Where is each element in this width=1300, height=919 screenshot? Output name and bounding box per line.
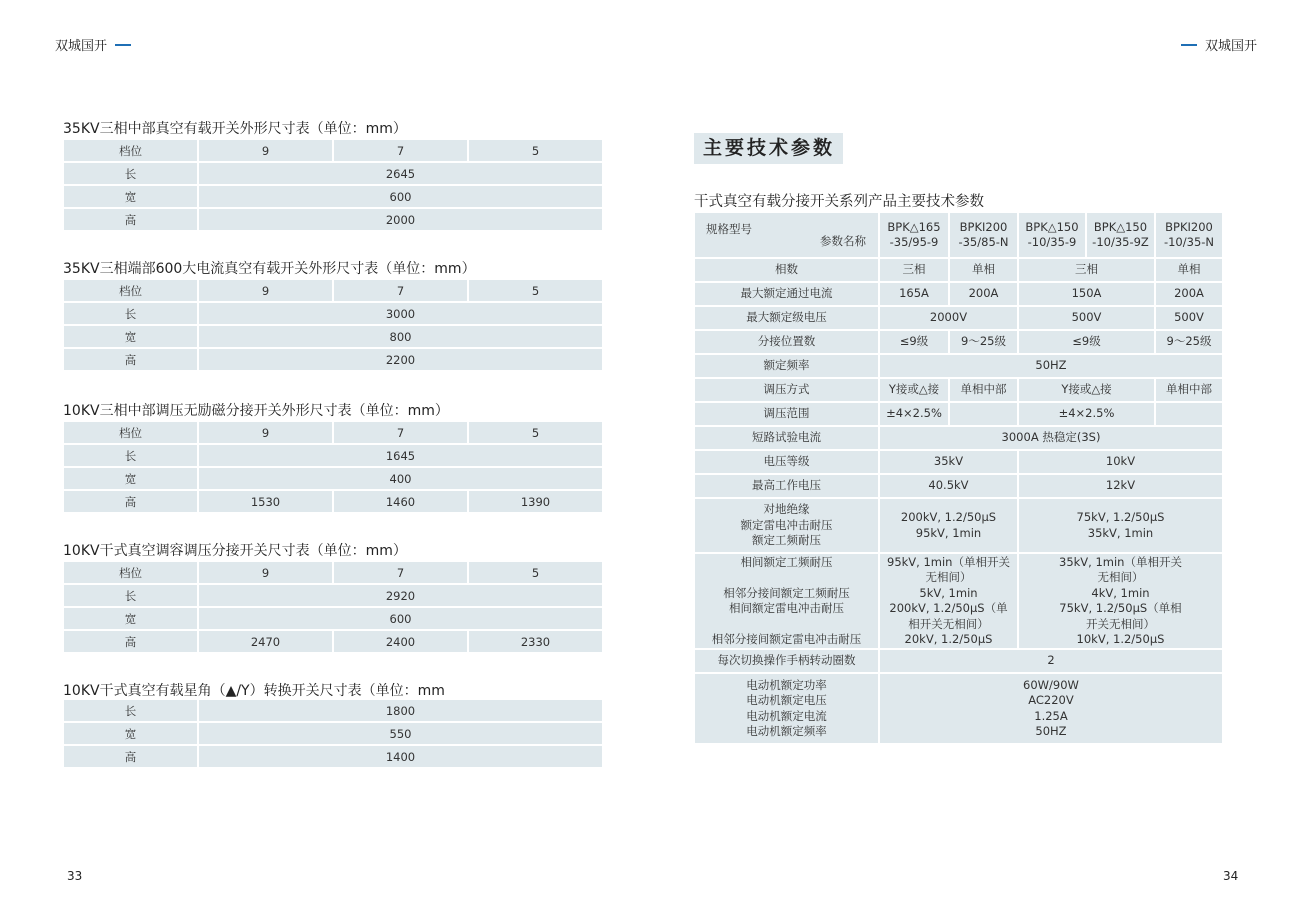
table-cell: 1645 [199,445,602,466]
cell-line: 开关无相间） [1086,616,1155,631]
cell-line: 20kV, 1.2/50μS [904,632,993,646]
parameter-name [695,259,878,281]
cell-line: 电动机额定电压 [746,693,827,707]
dimension-table [62,560,604,654]
table-row [64,631,602,652]
table-row [64,491,602,512]
cell-line: -10/35-N [1163,235,1215,249]
table-row [695,403,1222,425]
parameter-value: 40.5kV [880,475,1017,497]
parameter-value: ±4×2.5% [1019,403,1154,425]
table-row [64,468,602,489]
table-row [695,499,1222,552]
cell-line: 60W/90W [1023,677,1079,692]
cell-line: 75kV, 1.2/50μS [1076,510,1165,524]
cell-line: 最大额定级电压 [746,310,827,325]
parameter-value: 35kV [880,451,1017,473]
table-cell: 600 [199,186,602,207]
cell-line: 95kV, 1min（单相开关 [887,554,1010,569]
cell-line: 200kV, 1.2/50μS（单 [889,601,1008,615]
page-number-right: 34 [1223,869,1239,883]
table-cell: 2470 [199,631,332,652]
brand-header-left [55,35,131,54]
table-cell: 1800 [199,700,602,721]
cell-line: BPK△150 [1093,219,1148,234]
parameter-value [880,674,1222,743]
cell-line: 相开关无相间） [908,616,989,631]
table-caption: 35KV三相中部真空有载开关外形尺寸表（单位：mm） [63,121,407,137]
model-header [880,213,948,257]
parameter-value: ≤9级 [1019,331,1154,353]
cell-line: BPKI200 [959,219,1008,234]
cell-line: 额定工频耐压 [752,533,821,548]
dimension-table [62,420,604,514]
cell-line: 1.25A [1034,708,1068,723]
cell-line [696,570,877,586]
cell-line: 电动机额定频率 [746,724,827,738]
model-header [950,213,1017,257]
parameter-value: 三相 [880,259,948,281]
table-row [64,209,602,230]
cell-line: 最高工作电压 [752,478,821,493]
cell-line: 相间额定雷电冲击耐压 [729,601,844,615]
cell-line: 75kV, 1.2/50μS（单相 [1059,601,1182,615]
parameter-value: 单相 [1156,259,1222,281]
tech-table-caption: 干式真空有载分接开关系列产品主要技术参数 [694,194,984,210]
row-header: 档位 [64,280,197,301]
cell-line: AC220V [1028,693,1074,707]
cell-line: BPK△165 [887,219,941,234]
page-number-left: 33 [67,869,83,883]
parameter-value [1019,554,1222,648]
parameter-value: 50HZ [880,355,1222,377]
row-header: 长 [64,700,197,721]
row-header: 高 [64,631,197,652]
cell-line: 每次切换操作手柄转动圈数 [717,653,856,668]
cell-line: 调压范围 [763,406,810,421]
cell-line: 对地绝缘 [763,502,810,517]
parameter-name [695,650,878,672]
table-row [695,283,1222,305]
parameter-value [880,554,1017,648]
parameter-value: 150A [1019,283,1154,305]
table-row [64,700,602,721]
table-row [64,746,602,767]
parameter-name [695,674,878,743]
cell-line: 5kV, 1min [919,585,978,600]
table-cell: 3000 [199,303,602,324]
cell-line: 相邻分接间额定工频耐压 [723,585,850,600]
table-row [695,259,1222,281]
cell-line: 无相间） [1097,570,1144,584]
table-cell: 9 [199,280,332,301]
row-header: 长 [64,585,197,606]
table-row [695,650,1222,672]
table-cell: 9 [199,422,332,443]
cell-line: 调压方式 [763,382,810,397]
parameter-name [695,379,878,401]
cell-line: BPK△150 [1025,219,1079,234]
cell-line: 电动机额定功率 [746,677,827,692]
table-cell: 600 [199,608,602,629]
row-header: 宽 [64,326,197,347]
table-row [64,303,602,324]
cell-line: 电压等级 [763,454,810,469]
parameter-name [695,451,878,473]
parameter-name [695,283,878,305]
parameter-value [880,499,1017,552]
table-cell: 800 [199,326,602,347]
parameter-name [695,355,878,377]
table-row [695,331,1222,353]
parameter-value: ±4×2.5% [880,403,948,425]
table-caption: 35KV三相端部600大电流真空有载开关外形尺寸表（单位：mm） [63,261,476,277]
table-caption: 10KV干式真空有载星角（▲/Y）转换开关尺寸表（单位：mm [63,683,445,699]
corner-header [695,213,878,257]
brand-accent-bar [115,44,131,46]
parameter-value [1156,403,1222,425]
parameter-value: 200A [950,283,1017,305]
row-header: 高 [64,746,197,767]
cell-line: -35/85-N [958,235,1009,249]
cell-line: 电动机额定电流 [746,708,827,723]
table-cell: 5 [469,422,602,443]
table-cell: 7 [334,280,467,301]
cell-line: 35kV, 1min [1087,525,1154,540]
table-cell: 7 [334,422,467,443]
parameter-value: 200A [1156,283,1222,305]
dimension-table [62,138,604,232]
cell-line: 95kV, 1min [915,525,982,540]
section-title: 主要技术参数 [694,133,843,164]
parameter-value [1019,499,1222,552]
cell-line: 相数 [775,262,798,277]
table-cell: 400 [199,468,602,489]
table-header-row [695,213,1222,257]
cell-line: 10kV, 1.2/50μS [1076,632,1165,646]
table-cell: 1390 [469,491,602,512]
parameter-value: 500V [1019,307,1154,329]
parameter-value: 500V [1156,307,1222,329]
model-header [1156,213,1222,257]
parameter-value: 单相中部 [950,379,1017,401]
parameter-value: 三相 [1019,259,1154,281]
cell-line: 35kV, 1min（单相开关 [1059,554,1182,569]
table-row [64,140,602,161]
cell-line: 短路试验电流 [752,430,821,445]
row-header: 宽 [64,186,197,207]
table-cell: 9 [199,562,332,583]
cell-line: -10/35-9 [1027,235,1077,249]
table-caption: 10KV干式真空调容调压分接开关尺寸表（单位：mm） [63,543,407,559]
row-header: 长 [64,445,197,466]
table-row [64,585,602,606]
table-row [695,427,1222,449]
parameter-value: 3000A 热稳定(3S) [880,427,1222,449]
row-header: 档位 [64,422,197,443]
corner-bottom-label: 参数名称 [820,233,866,248]
table-row [695,674,1222,743]
table-row [64,280,602,301]
row-header: 长 [64,163,197,184]
model-header [1019,213,1085,257]
parameter-value: 12kV [1019,475,1222,497]
cell-line: 额定雷电冲击耐压 [740,517,833,532]
table-row [695,379,1222,401]
table-row [64,349,602,370]
table-row [64,163,602,184]
cell-line: 无相间） [925,570,972,584]
parameter-value: ≤9级 [880,331,948,353]
cell-line: -35/95-9 [889,235,939,249]
row-header: 宽 [64,468,197,489]
table-cell: 550 [199,723,602,744]
parameter-value [950,403,1017,425]
parameter-name [695,499,878,552]
table-cell: 5 [469,280,602,301]
table-cell: 2920 [199,585,602,606]
table-cell: 7 [334,140,467,161]
dimension-table [62,698,604,769]
cell-line: 200kV, 1.2/50μS [900,510,997,524]
brand-name: 双城国开 [1204,39,1257,54]
table-cell: 2400 [334,631,467,652]
table-row [64,326,602,347]
table-cell: 2645 [199,163,602,184]
row-header: 高 [64,209,197,230]
table-cell: 5 [469,562,602,583]
table-cell: 2000 [199,209,602,230]
table-row [695,475,1222,497]
row-header: 宽 [64,608,197,629]
dimension-table [62,278,604,372]
parameter-name [695,427,878,449]
parameter-value: 单相中部 [1156,379,1222,401]
table-cell: 2200 [199,349,602,370]
parameter-name [695,403,878,425]
row-header: 高 [64,349,197,370]
parameter-value: 10kV [1019,451,1222,473]
parameter-value: 9～25级 [950,331,1017,353]
table-cell: 1530 [199,491,332,512]
cell-line: 相邻分接间额定雷电冲击耐压 [711,632,862,646]
table-row [64,723,602,744]
row-header: 宽 [64,723,197,744]
table-row [64,422,602,443]
parameter-name [695,331,878,353]
cell-line: -10/35-9Z [1092,235,1149,249]
cell-line: 4kV, 1min [1091,585,1150,600]
cell-line [696,617,877,633]
cell-line: BPKI200 [1165,219,1213,234]
cell-line: 额定频率 [763,358,810,373]
parameter-value: 165A [880,283,948,305]
table-row [695,554,1222,648]
table-cell: 1460 [334,491,467,512]
table-caption: 10KV三相中部调压无励磁分接开关外形尺寸表（单位：mm） [63,403,449,419]
model-header [1087,213,1154,257]
parameter-value: Y接或△接 [1019,379,1154,401]
parameter-value: 9～25级 [1156,331,1222,353]
cell-line: 相间额定工频耐压 [740,554,833,569]
table-row [64,445,602,466]
cell-line: 50HZ [1035,724,1067,738]
table-row [695,451,1222,473]
table-cell: 2330 [469,631,602,652]
parameter-name [695,307,878,329]
table-row [64,562,602,583]
cell-line: 分接位置数 [757,334,816,349]
row-header: 档位 [64,562,197,583]
parameter-value: 2 [880,650,1222,672]
parameter-name [695,554,878,648]
parameter-value: 2000V [880,307,1017,329]
row-header: 高 [64,491,197,512]
parameter-name [695,475,878,497]
table-cell: 5 [469,140,602,161]
parameter-value: 单相 [950,259,1017,281]
table-cell: 9 [199,140,332,161]
brand-header-right [1181,35,1257,54]
brand-name: 双城国开 [55,39,108,54]
brand-accent-bar [1181,44,1197,46]
table-row [695,307,1222,329]
tech-parameters-table [693,211,1224,745]
row-header: 长 [64,303,197,324]
table-row [64,608,602,629]
corner-top-label: 规格型号 [706,222,752,236]
table-row [695,355,1222,377]
table-cell: 7 [334,562,467,583]
parameter-value: Y接或△接 [880,379,948,401]
cell-line: 最大额定通过电流 [740,286,833,301]
table-cell: 1400 [199,746,602,767]
table-row [64,186,602,207]
row-header: 档位 [64,140,197,161]
